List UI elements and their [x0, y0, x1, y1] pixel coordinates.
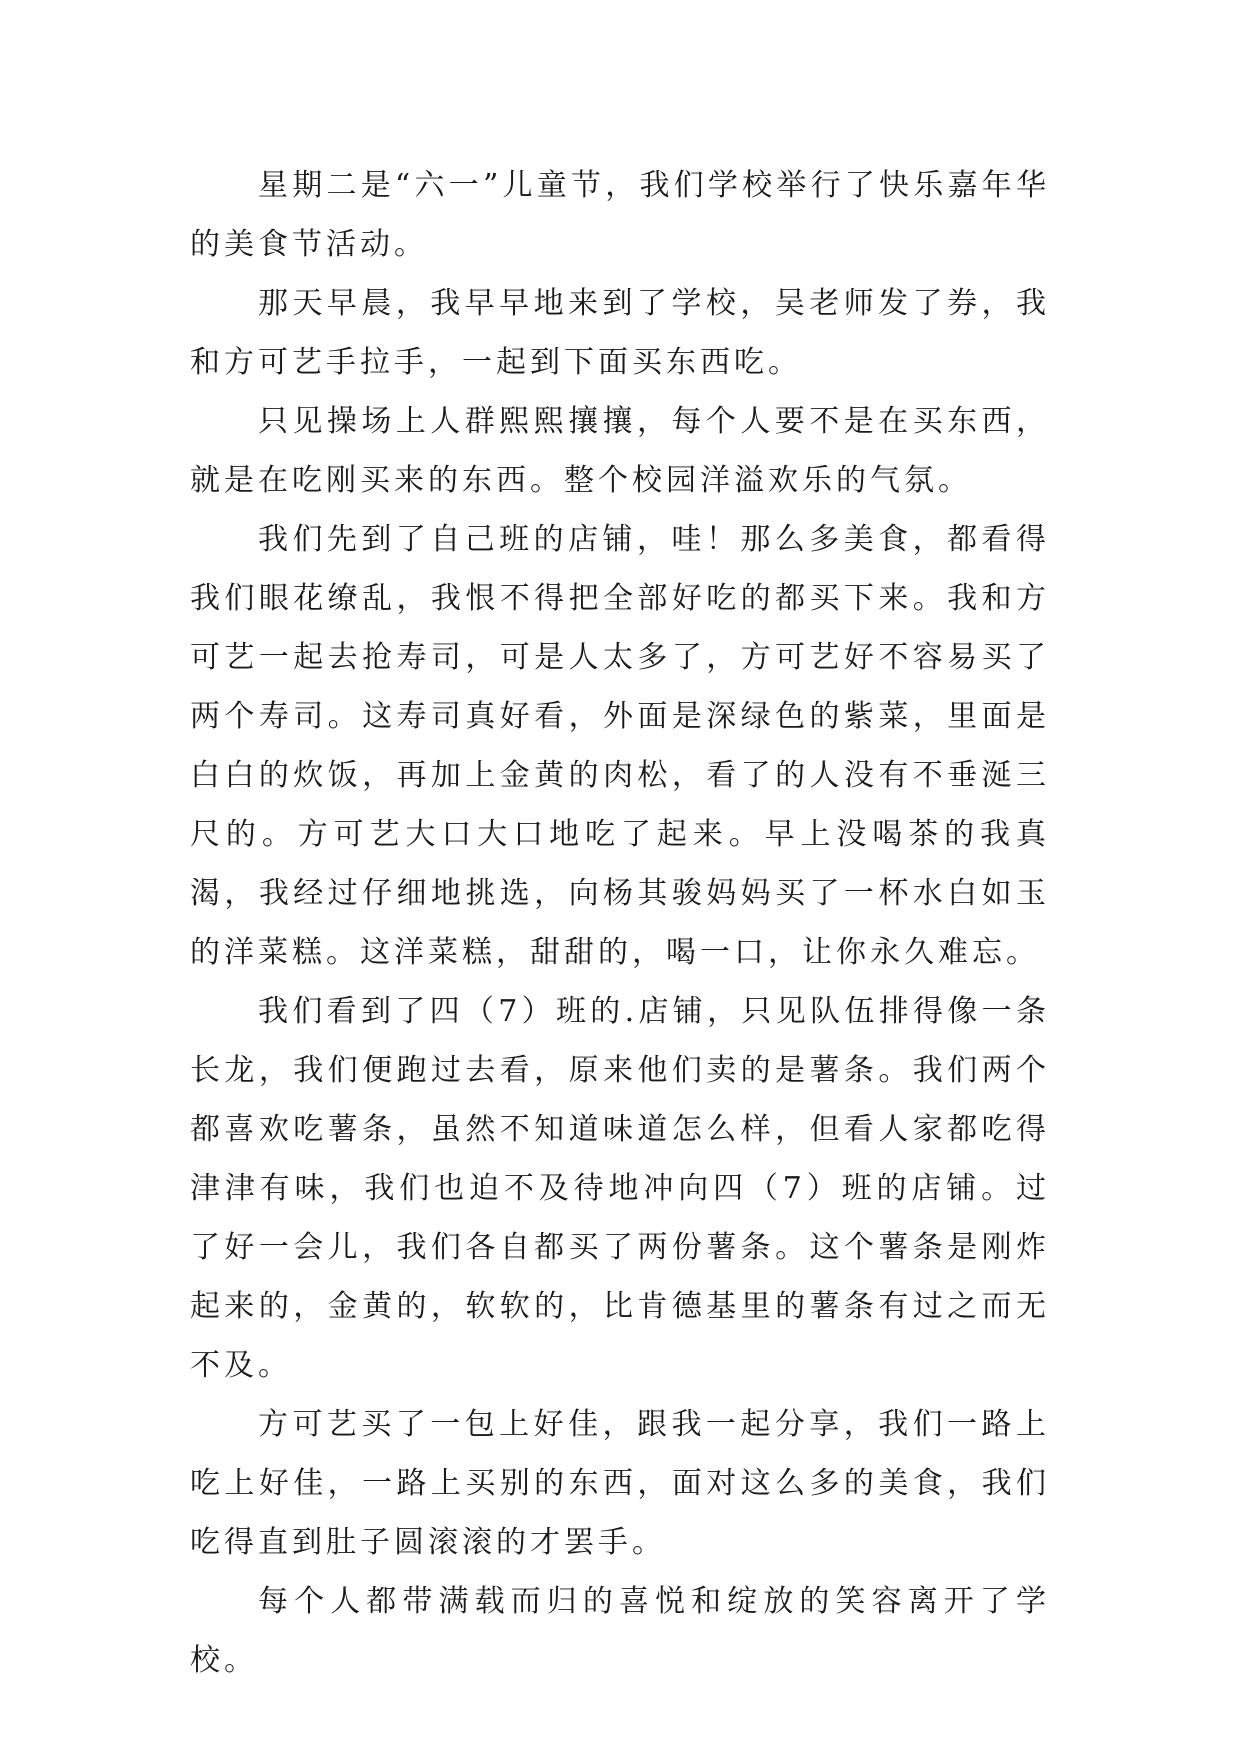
paragraph-1: 星期二是“六一”儿童节，我们学校举行了快乐嘉年华的美食节活动。 [190, 168, 1050, 262]
paragraph-3: 只见操场上人群熙熙攘攘，每个人要不是在买东西，就是在吃刚买来的东西。整个校园洋溢欢乐的气氛。 [190, 404, 1050, 498]
paragraph-7: 每个人都带满载而归的喜悦和绽放的笑容离开了学校。 [190, 1584, 1050, 1678]
paragraph-2: 那天早晨，我早早地来到了学校，吴老师发了券，我和方可艺手拉手，一起到下面买东西吃。 [190, 286, 1050, 380]
paragraph-5: 我们看到了四（7）班的.店铺，只见队伍排得像一条长龙，我们便跑过去看，原来他们卖的是薯条。我们两个都喜欢吃薯条，虽然不知道味道怎么样，但看人家都吃得津津有味，我们也迫不及待地冲向四（7）班的店铺。过了好一会儿，我们各自都买了两份薯条。这个薯条是刚炸起来的，金黄的，软软的，比肯德基里的薯条有过之而无不及。 [190, 994, 1050, 1383]
essay-body [190, 156, 1050, 1690]
paragraph-6: 方可艺买了一包上好佳，跟我一起分享，我们一路上吃上好佳，一路上买别的东西，面对这么多的美食，我们吃得直到肚子圆滚滚的才罢手。 [190, 1407, 1050, 1560]
paragraph-4: 我们先到了自己班的店铺，哇！那么多美食，都看得我们眼花缭乱，我恨不得把全部好吃的都买下来。我和方可艺一起去抢寿司，可是人太多了，方可艺好不容易买了两个寿司。这寿司真好看，外面是深绿色的紫菜，里面是白白的炊饭，再加上金黄的肉松，看了的人没有不垂涎三尺的。方可艺大口大口地吃了起来。早上没喝茶的我真渴，我经过仔细地挑选，向杨其骏妈妈买了一杯水白如玉的洋菜糕。这洋菜糕，甜甜的，喝一口，让你永久难忘。 [190, 522, 1050, 970]
